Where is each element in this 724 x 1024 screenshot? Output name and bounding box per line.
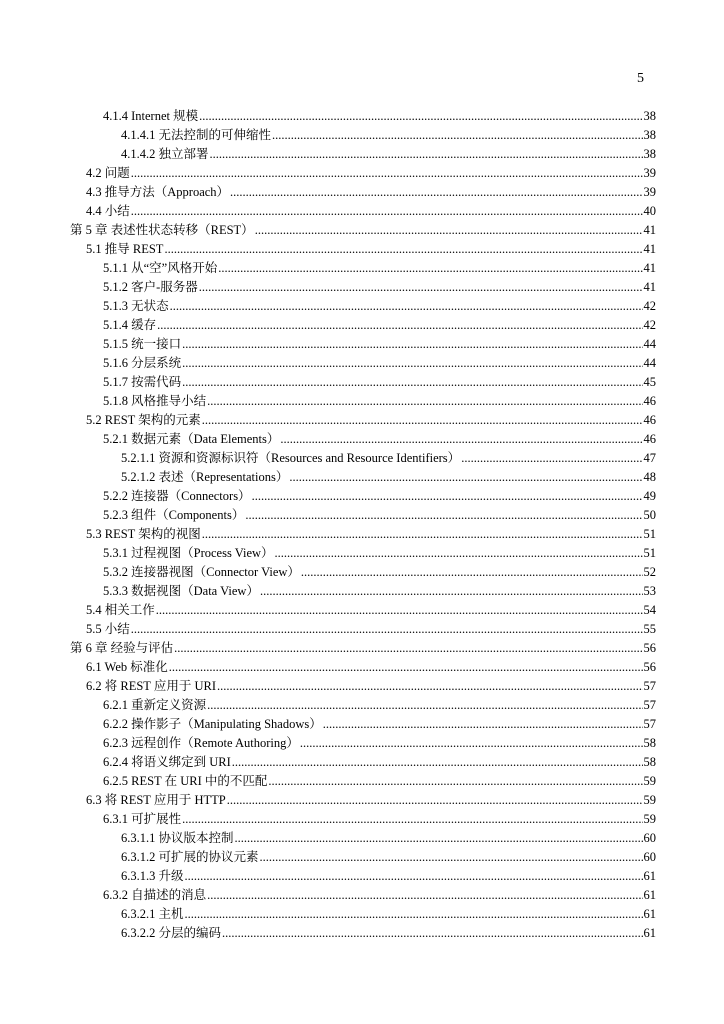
toc-entry[interactable]: [70, 677, 656, 696]
toc-entry-title: 4.2 问题: [86, 166, 130, 180]
toc-entry[interactable]: [70, 582, 656, 601]
toc-entry[interactable]: [70, 335, 656, 354]
toc-dot-leader: [185, 867, 643, 886]
toc-entry-title: 6.3.1.1 协议版本控制: [121, 831, 234, 845]
toc-entry[interactable]: [70, 525, 656, 544]
toc-entry[interactable]: [70, 658, 656, 677]
toc-entry-title: 第 5 章 表述性状态转移（REST）: [70, 223, 254, 237]
toc-dot-leader: [232, 753, 643, 772]
toc-entry-title: 5.2.2 连接器（Connectors）: [103, 489, 251, 503]
toc-entry[interactable]: [70, 810, 656, 829]
toc-dot-leader: [461, 449, 642, 468]
toc-dot-leader: [289, 468, 642, 487]
toc-entry[interactable]: [70, 506, 656, 525]
toc-dot-leader: [182, 354, 642, 373]
toc-dot-leader: [275, 544, 643, 563]
toc-entry-page: 61: [643, 888, 656, 902]
toc-dot-leader: [255, 221, 643, 240]
toc-entry-page: 46: [643, 394, 656, 408]
toc-entry[interactable]: [70, 734, 656, 753]
toc-entry-page: 60: [643, 831, 656, 845]
toc-entry-title: 6.3.1 可扩展性: [103, 812, 182, 826]
toc-entry-title: 6.2.2 操作影子（Manipulating Shadows）: [103, 717, 322, 731]
toc-dot-leader: [272, 126, 642, 145]
toc-entry-page: 38: [643, 147, 656, 161]
toc-entry[interactable]: [70, 373, 656, 392]
toc-dot-leader: [157, 316, 642, 335]
toc-entry-title: 5.1.8 风格推导小结: [103, 394, 207, 408]
toc-entry[interactable]: [70, 791, 656, 810]
toc-entry-title: 5.3.1 过程视图（Process View）: [103, 546, 274, 560]
toc-entry-page: 57: [643, 717, 656, 731]
toc-dot-leader: [280, 430, 642, 449]
toc-entry-page: 46: [643, 413, 656, 427]
toc-entry-title: 5.1.6 分层系统: [103, 356, 182, 370]
toc-entry-title: 4.1.4.2 独立部署: [121, 147, 209, 161]
toc-entry-title: 5.1.1 从“空”风格开始: [103, 261, 218, 275]
toc-entry[interactable]: [70, 601, 656, 620]
table-of-contents: [70, 107, 656, 943]
toc-entry-page: 41: [643, 261, 656, 275]
toc-dot-leader: [202, 411, 643, 430]
toc-entry-page: 41: [643, 280, 656, 294]
toc-entry-title: 6.2.5 REST 在 URI 中的不匹配: [103, 774, 268, 788]
toc-entry-title: 5.2.1.1 资源和资源标识符（Resources and Resource Identifiers）: [121, 451, 461, 465]
toc-dot-leader: [217, 677, 643, 696]
toc-dot-leader: [252, 487, 643, 506]
toc-entry-title: 5.2.1 数据元素（Data Elements）: [103, 432, 280, 446]
toc-entry-title: 6.3.2 自描述的消息: [103, 888, 207, 902]
toc-entry-page: 42: [643, 299, 656, 313]
toc-entry[interactable]: [70, 278, 656, 297]
toc-entry-page: 47: [643, 451, 656, 465]
toc-entry-page: 45: [643, 375, 656, 389]
toc-dot-leader: [207, 392, 642, 411]
toc-dot-leader: [131, 164, 643, 183]
toc-entry-title: 6.3.2.2 分层的编码: [121, 926, 222, 940]
toc-entry-title: 4.1.4 Internet 规模: [103, 109, 199, 123]
toc-entry-title: 4.1.4.1 无法控制的可伸缩性: [121, 128, 272, 142]
toc-dot-leader: [185, 905, 643, 924]
toc-entry[interactable]: [70, 468, 656, 487]
toc-dot-leader: [170, 297, 643, 316]
toc-entry-page: 40: [643, 204, 656, 218]
toc-entry[interactable]: [70, 145, 656, 164]
toc-dot-leader: [245, 506, 642, 525]
toc-entry-page: 59: [643, 774, 656, 788]
toc-entry-page: 60: [643, 850, 656, 864]
toc-entry-page: 49: [643, 489, 656, 503]
toc-entry-title: 5.1.3 无状态: [103, 299, 169, 313]
toc-dot-leader: [260, 582, 643, 601]
toc-entry-page: 41: [643, 223, 656, 237]
toc-entry-title: 5.1 推导 REST: [86, 242, 164, 256]
toc-entry-page: 38: [643, 128, 656, 142]
toc-entry-title: 5.2.3 组件（Components）: [103, 508, 245, 522]
toc-dot-leader: [210, 145, 643, 164]
toc-entry-page: 58: [643, 755, 656, 769]
toc-dot-leader: [182, 335, 642, 354]
toc-entry[interactable]: [70, 164, 656, 183]
toc-entry[interactable]: [70, 107, 656, 126]
toc-entry-page: 44: [643, 356, 656, 370]
toc-entry[interactable]: [70, 297, 656, 316]
toc-dot-leader: [131, 620, 643, 639]
toc-entry-title: 5.3.2 连接器视图（Connector View）: [103, 565, 300, 579]
toc-entry[interactable]: [70, 221, 656, 240]
toc-entry-title: 5.4 相关工作: [86, 603, 155, 617]
toc-dot-leader: [301, 563, 643, 582]
toc-entry-page: 51: [643, 527, 656, 541]
toc-dot-leader: [260, 848, 643, 867]
toc-entry-title: 6.3.2.1 主机: [121, 907, 184, 921]
toc-entry[interactable]: [70, 715, 656, 734]
toc-entry[interactable]: [70, 620, 656, 639]
toc-entry-page: 56: [643, 641, 656, 655]
toc-entry-page: 39: [643, 185, 656, 199]
toc-entry-title: 5.1.7 按需代码: [103, 375, 182, 389]
toc-entry-title: 6.3.1.2 可扩展的协议元素: [121, 850, 259, 864]
toc-entry-page: 48: [643, 470, 656, 484]
toc-entry-title: 5.2.1.2 表述（Representations）: [121, 470, 289, 484]
toc-entry[interactable]: [70, 772, 656, 791]
toc-entry-title: 6.3.1.3 升级: [121, 869, 184, 883]
toc-entry[interactable]: [70, 696, 656, 715]
toc-dot-leader: [174, 639, 642, 658]
toc-entry-page: 39: [643, 166, 656, 180]
toc-entry-title: 5.5 小结: [86, 622, 130, 636]
toc-entry-title: 第 6 章 经验与评估: [70, 641, 174, 655]
toc-entry[interactable]: [70, 563, 656, 582]
toc-dot-leader: [202, 525, 643, 544]
toc-entry-page: 53: [643, 584, 656, 598]
toc-entry-title: 5.2 REST 架构的元素: [86, 413, 201, 427]
toc-entry[interactable]: [70, 259, 656, 278]
toc-dot-leader: [218, 259, 642, 278]
toc-entry-title: 4.3 推导方法（Approach）: [86, 185, 230, 199]
toc-entry-page: 52: [643, 565, 656, 579]
toc-dot-leader: [300, 734, 643, 753]
toc-entry[interactable]: [70, 449, 656, 468]
toc-entry-title: 4.4 小结: [86, 204, 130, 218]
toc-entry-title: 5.1.2 客户-服务器: [103, 280, 198, 294]
toc-entry[interactable]: [70, 753, 656, 772]
toc-entry-page: 38: [643, 109, 656, 123]
toc-dot-leader: [156, 601, 643, 620]
toc-entry-page: 59: [643, 812, 656, 826]
toc-entry[interactable]: [70, 544, 656, 563]
toc-entry[interactable]: [70, 639, 656, 658]
toc-dot-leader: [182, 373, 642, 392]
toc-dot-leader: [227, 791, 643, 810]
toc-entry[interactable]: [70, 411, 656, 430]
toc-entry[interactable]: [70, 240, 656, 259]
toc-entry-page: 44: [643, 337, 656, 351]
toc-dot-leader: [182, 810, 642, 829]
toc-entry[interactable]: [70, 829, 656, 848]
toc-dot-leader: [131, 202, 643, 221]
toc-entry[interactable]: [70, 392, 656, 411]
toc-dot-leader: [199, 107, 642, 126]
toc-entry[interactable]: [70, 886, 656, 905]
toc-entry[interactable]: [70, 905, 656, 924]
toc-dot-leader: [268, 772, 642, 791]
toc-entry-page: 46: [643, 432, 656, 446]
toc-entry-title: 6.2.1 重新定义资源: [103, 698, 207, 712]
toc-entry-title: 5.1.4 缓存: [103, 318, 157, 332]
toc-entry[interactable]: [70, 202, 656, 221]
toc-entry-page: 54: [643, 603, 656, 617]
toc-entry-page: 59: [643, 793, 656, 807]
toc-dot-leader: [164, 240, 642, 259]
toc-entry-title: 6.2 将 REST 应用于 URI: [86, 679, 216, 693]
toc-entry-title: 5.1.5 统一接口: [103, 337, 182, 351]
toc-dot-leader: [323, 715, 643, 734]
toc-entry-page: 57: [643, 698, 656, 712]
toc-dot-leader: [207, 886, 642, 905]
toc-dot-leader: [222, 924, 642, 943]
toc-entry-page: 57: [643, 679, 656, 693]
toc-entry-page: 61: [643, 869, 656, 883]
toc-entry[interactable]: [70, 867, 656, 886]
toc-entry-page: 50: [643, 508, 656, 522]
toc-dot-leader: [199, 278, 643, 297]
toc-entry-title: 6.2.4 将语义绑定到 URI: [103, 755, 231, 769]
toc-entry[interactable]: [70, 354, 656, 373]
toc-entry-title: 6.3 将 REST 应用于 HTTP: [86, 793, 226, 807]
toc-entry-page: 51: [643, 546, 656, 560]
toc-entry-page: 61: [643, 907, 656, 921]
toc-entry-page: 56: [643, 660, 656, 674]
toc-entry[interactable]: [70, 848, 656, 867]
toc-dot-leader: [207, 696, 642, 715]
toc-entry[interactable]: [70, 183, 656, 202]
page-number: 5: [637, 71, 644, 86]
toc-entry-page: 61: [643, 926, 656, 940]
toc-entry-title: 5.3.3 数据视图（Data View）: [103, 584, 259, 598]
toc-entry-page: 41: [643, 242, 656, 256]
toc-dot-leader: [235, 829, 643, 848]
toc-entry[interactable]: [70, 430, 656, 449]
toc-entry[interactable]: [70, 487, 656, 506]
toc-dot-leader: [169, 658, 643, 677]
toc-entry-title: 5.3 REST 架构的视图: [86, 527, 201, 541]
toc-entry[interactable]: [70, 924, 656, 943]
toc-entry-title: 6.2.3 远程创作（Remote Authoring）: [103, 736, 299, 750]
toc-entry-title: 6.1 Web 标准化: [86, 660, 168, 674]
toc-entry[interactable]: [70, 126, 656, 145]
toc-entry[interactable]: [70, 316, 656, 335]
toc-entry-page: 58: [643, 736, 656, 750]
toc-entry-page: 42: [643, 318, 656, 332]
toc-entry-page: 55: [643, 622, 656, 636]
toc-dot-leader: [230, 183, 642, 202]
